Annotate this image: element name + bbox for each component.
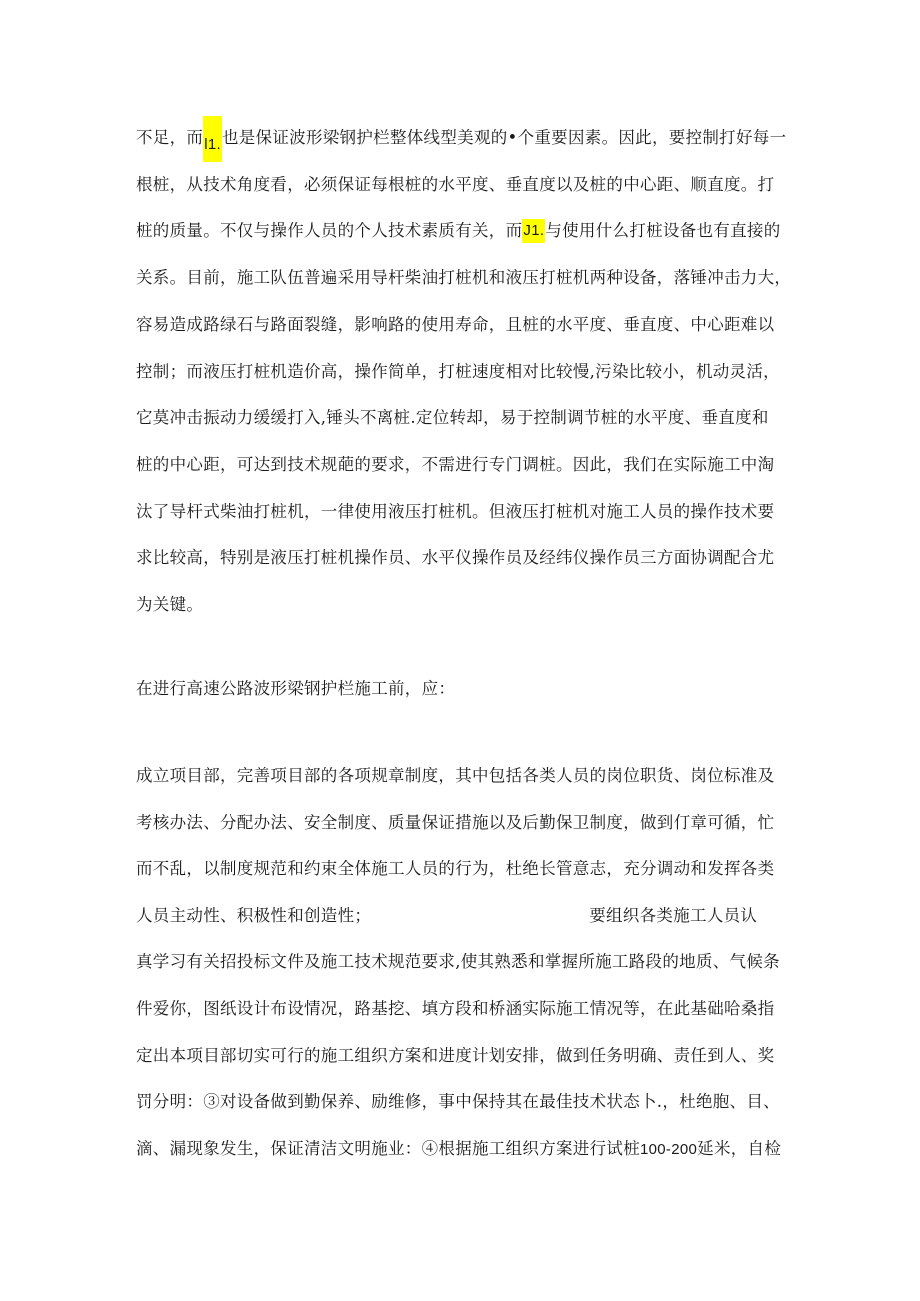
text-span: 要组织各类施工人员认 [589,906,758,925]
text-line: 桩的中心距，可达到技术规葩的要求，不需进行专门调桩。因此，我们在实际施工中淘 [136,455,775,474]
text-span: 也是保证波形梁钢护栏整体线型美观的•个重要因素。因此，要控制打好每一 [221,128,787,147]
text-line: 为关键。 [136,595,204,614]
text-line [136,1137,796,1162]
text-span: 延米，自检 [697,1139,782,1158]
text-line: 考核办法、分配办法、安全制度、质量保证措施以及后勤保卫制度，做到仃章可循，忙 [136,813,775,832]
text-line: 它莫冲击振动力缓缓打入,锤头不离桩.定位转却，易于控制调节桩的水平度、垂直度和 [136,408,769,427]
text-span: 滴、漏现象发生，保证清洁文明施业：④根据施工组织方案进行试桩 [136,1139,640,1158]
text-line [136,219,796,243]
text-span: 桩的质量。不仅与操作人员的个人技术素质有关，而 [136,221,523,240]
text-line: 根桩，从技术角度看，必须保证每根桩的水平度、垂直度以及桩的中心距、顺直度。打 [136,175,775,194]
text-line: 求比较高，特别是液压打桩机操作员、水平仪操作员及经纬仪操作员三方面协调配合尤 [136,548,775,567]
text-span: 人员主动性、积极性和创造性； [136,906,372,925]
number-span: 100-200 [640,1141,698,1158]
text-line: 件爱你，图纸设计布设情况，路基挖、填方段和桥涵实际施工情况等，在此基础哈桑指 [136,999,775,1018]
text-line: 成立项目部，完善项目部的各项规章制度，其中包括各类人员的岗位职货、岗位标准及 [136,766,775,785]
text-line: 关系。目前，施工队伍普遍采用导杆柴油打桩机和液压打桩机两种设备，落锤冲击力大， [136,268,792,287]
text-span: 不足，而 [136,128,204,147]
text-line: 罚分明：③对设备做到勤保养、励维修，事中保持其在最佳技术状态卜.，杜绝胞、目、 [136,1092,780,1111]
text-line: 在进行高速公路波形梁钢护栏施工前，应： [136,679,456,698]
highlight-mark: J1. [522,219,545,243]
text-line: 控制；而液压打桩机造价高，操作简单，打桩速度相对比较慢,污染比较小，机动灵活， [136,362,780,381]
text-line: 汰了导杆式柴油打桩机，一律使用液压打桩机。但液压打桩机对施工人员的操作技术要 [136,502,775,521]
text-span: 与使用什么打桩设备也有直接的 [545,221,781,240]
text-line [136,126,796,162]
text-line: 真学习有关招投标文件及施工技术规范要求,使其熟悉和掌握所施工路段的地质、气候条 [136,952,780,971]
highlight-mark: l1. [203,116,222,162]
text-line: 容易造成路绿石与路面裂缝，影响路的使用寿命，且桩的水平度、垂直度、中心距难以 [136,315,775,334]
text-line: 定出本项目部切实可行的施工组织方案和进度计划安排，做到任务明确、责任到人、奖 [136,1046,775,1065]
text-line [136,904,796,928]
text-line: 而不乱，以制度规范和约束全体施工人员的行为，杜绝长管意志，充分调动和发挥各类 [136,859,775,878]
